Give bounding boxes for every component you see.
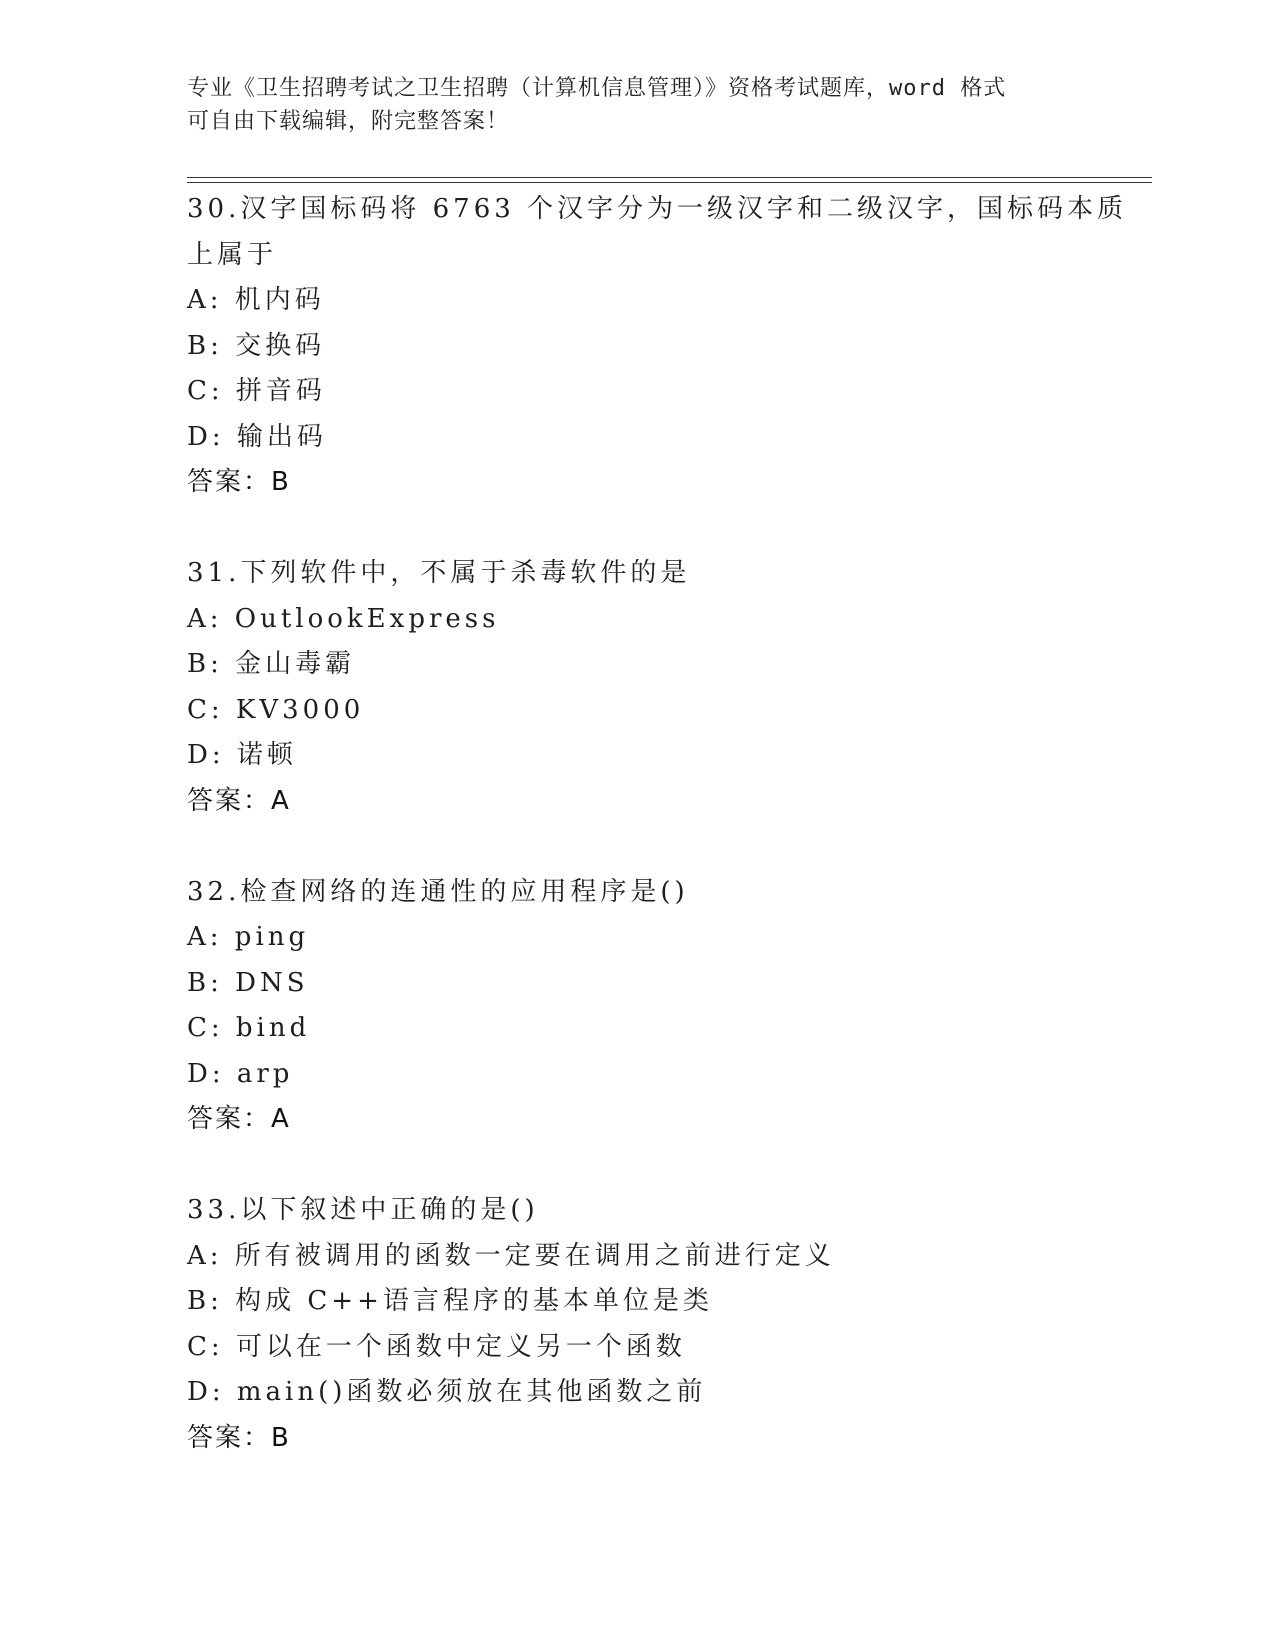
option-b: B: 金山毒霸 [187, 649, 356, 679]
option-a: A: ping [187, 922, 310, 952]
question-text: 上属于 [187, 239, 278, 270]
option-a: A: OutlookExpress [187, 603, 500, 634]
spacer [187, 1143, 1087, 1189]
option-d: D: 诺顿 [187, 740, 297, 770]
header-divider-top [187, 177, 1152, 178]
question-text: 31.下列软件中，不属于杀毒软件的是 [187, 558, 691, 588]
option-a: A: 机内码 [187, 285, 325, 315]
header-line-2: 可自由下载编辑，附完整答案！ [187, 109, 510, 134]
question-33 [187, 1188, 1087, 1461]
answer: 答案：B [187, 467, 291, 497]
option-c: C: bind [187, 1013, 311, 1043]
question-31 [187, 551, 1087, 824]
option-d: D: main()函数必须放在其他函数之前 [187, 1377, 707, 1407]
answer: 答案：B [187, 1422, 291, 1453]
option-d: D: 输出码 [187, 421, 327, 452]
header-divider-bottom [187, 182, 1152, 183]
spacer [187, 506, 1087, 552]
option-b: B: 构成 C++语言程序的基本单位是类 [187, 1286, 713, 1316]
option-c: C: 拼音码 [187, 376, 326, 406]
option-d: D: arp [187, 1058, 294, 1089]
option-b: B: 交换码 [187, 330, 326, 361]
question-list [187, 187, 1128, 1461]
question-text: 32.检查网络的连通性的应用程序是() [187, 876, 689, 907]
spacer [187, 824, 1087, 870]
answer: 答案：A [187, 1104, 291, 1134]
answer: 答案：A [187, 785, 291, 816]
option-a: A: 所有被调用的函数一定要在调用之前进行定义 [187, 1240, 835, 1271]
question-30 [187, 187, 1128, 506]
document-header [187, 72, 1067, 138]
option-b: B: DNS [187, 967, 309, 998]
option-c: C: 可以在一个函数中定义另一个函数 [187, 1331, 686, 1362]
question-text: 33.以下叙述中正确的是() [187, 1195, 539, 1225]
question-32 [187, 870, 1087, 1143]
header-line-1: 专业《卫生招聘考试之卫生招聘（计算机信息管理）》资格考试题库，word 格式 [187, 76, 1007, 101]
question-text: 30.汉字国标码将 6763 个汉字分为一级汉字和二级汉字，国标码本质 [187, 194, 1128, 224]
option-c: C: KV3000 [187, 694, 365, 725]
